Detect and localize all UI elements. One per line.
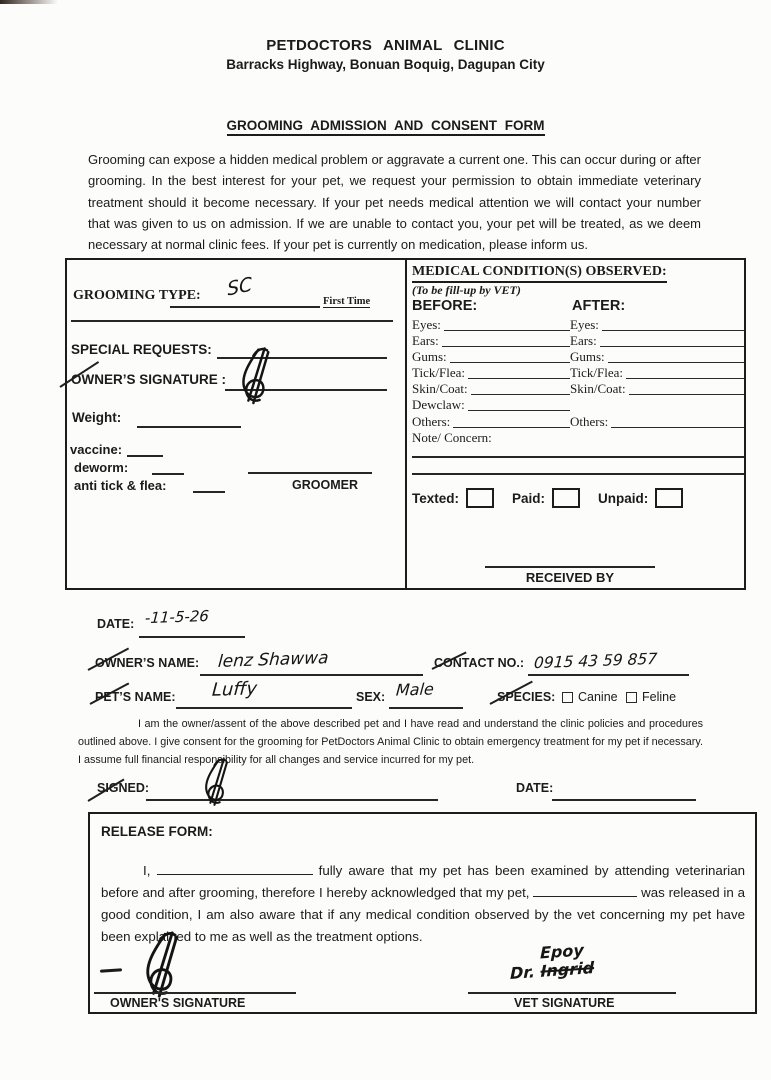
- after-label: AFTER:: [572, 298, 626, 314]
- grooming-full-line: [71, 320, 393, 322]
- scan-smudge: [0, 0, 58, 4]
- release-form-title: RELEASE FORM:: [101, 824, 213, 839]
- medical-row-gums: [412, 350, 744, 363]
- grooming-type-value: SC: [226, 273, 253, 301]
- note-line-2: [412, 473, 744, 475]
- clinic-address: Barracks Highway, Bonuan Boquig, Dagupan City: [226, 57, 545, 72]
- paid-label: Paid:: [512, 490, 546, 506]
- after-skincoat-label: Skin/Coat:: [570, 381, 626, 397]
- release-blank-pet: [533, 883, 637, 897]
- vet-handwriting-line1: Epoy: [539, 940, 584, 963]
- release-owner-signature-label: OWNER'S SIGNATURE: [110, 996, 246, 1010]
- medical-title: MEDICAL CONDITION(S) OBSERVED:: [412, 264, 667, 283]
- release-blank-owner: [157, 861, 313, 875]
- payment-row: [412, 488, 683, 508]
- admission-divider: [405, 260, 407, 588]
- contact-no-value: 0915 43 59 857: [533, 649, 658, 673]
- texted-checkbox: [466, 488, 494, 508]
- canine-label: Canine: [578, 690, 618, 704]
- pet-name-value: Luffy: [211, 678, 258, 701]
- after-gums-line: [608, 350, 744, 363]
- medical-row-others: [412, 415, 744, 428]
- medical-row-dewclaw: [412, 398, 744, 411]
- release-form-box: [88, 812, 757, 1014]
- release-para-mid: fully aware that my pet has been examined by attending veterinarian before and after grooming, therefore I hereby acknowledged that my pet,: [101, 863, 745, 900]
- others-after-line: [611, 415, 744, 428]
- before-tickflea-line: [468, 366, 570, 379]
- date-label: DATE:: [97, 617, 135, 631]
- received-by-line: [485, 566, 655, 568]
- date-line: [139, 636, 245, 638]
- others-before-label: Others:: [412, 413, 451, 429]
- vet-handwriting-name: Ingrid: [540, 958, 595, 981]
- medical-row-skincoat: [412, 382, 744, 395]
- first-time-label: First Time: [323, 296, 371, 307]
- sex-value: Male: [395, 679, 435, 700]
- medical-rows: [412, 318, 744, 447]
- weight-line: [137, 426, 241, 428]
- weight-label: Weight:: [72, 410, 122, 425]
- vet-handwriting-prefix: Dr.: [509, 962, 536, 983]
- pet-name-line: [176, 707, 352, 709]
- contact-no-label: CONTACT NO.:: [434, 656, 525, 670]
- vet-handwriting-line2: [510, 958, 594, 983]
- note-line-1: [412, 456, 744, 458]
- before-ears-line: [442, 334, 570, 347]
- after-eyes-line: [602, 318, 744, 331]
- species-canine-option: [562, 690, 618, 704]
- release-owner-signature-line: [94, 992, 296, 994]
- owner-signature-scribble: [231, 346, 277, 408]
- intro-paragraph: Grooming can expose a hidden medical problem or aggravate a current one. This can occur during or after grooming. In the best interest for your pet, we request your permission to obtain immediate veterinary treatment should it become necessary. If your pet needs medical attention we will contact your number that was given to us on admission. If we are unable to contact you, your pet will be treated, as we deem necessary at normal clinic fees. If your pet is currently on medication, please inform us.: [88, 152, 701, 253]
- before-eyes-line: [444, 318, 570, 331]
- medical-row-note: [412, 431, 744, 444]
- deworm-label: deworm:: [74, 460, 129, 475]
- dewclaw-label: Dewclaw:: [412, 397, 465, 413]
- signed-label: SIGNED:: [97, 781, 150, 795]
- pet-name-label: PET’S NAME:: [95, 690, 176, 704]
- form-title: GROOMING ADMISSION AND CONSENT FORM: [227, 118, 545, 136]
- release-para-lead: I,: [143, 863, 151, 878]
- pen-dash-mark: [100, 968, 122, 973]
- medical-subtitle: (To be fill-up by VET): [412, 283, 521, 297]
- anti-tick-flea-line: [193, 491, 225, 493]
- species-label: SPECIES:: [497, 690, 556, 704]
- groomer-label: GROOMER: [292, 478, 358, 492]
- special-requests-label: SPECIAL REQUESTS:: [71, 342, 212, 357]
- received-by-label: RECEIVED BY: [525, 570, 615, 585]
- before-eyes-label: Eyes:: [412, 317, 441, 332]
- signed-date-label: DATE:: [516, 781, 554, 795]
- after-gums-label: Gums:: [570, 349, 605, 365]
- admission-box: [65, 258, 746, 590]
- after-ears-line: [600, 334, 744, 347]
- release-para-tail: was released in a good condition, I am also aware that if any medical condition observed by the vet concerning my pet have been explained to me as well as the treatment options.: [101, 885, 745, 944]
- signed-date-line: [552, 799, 696, 801]
- sex-line: [389, 707, 463, 709]
- before-label: BEFORE:: [412, 298, 478, 314]
- grooming-type-label: GROOMING TYPE:: [73, 288, 201, 303]
- signed-line: [146, 799, 438, 801]
- others-after-label: Others:: [570, 413, 609, 429]
- medical-row-eyes: [412, 318, 744, 331]
- after-tickflea-label: Tick/Flea:: [570, 365, 623, 381]
- medical-row-ears: [412, 334, 744, 347]
- groomer-line: [248, 472, 372, 474]
- contact-no-line: [528, 674, 689, 676]
- unpaid-label: Unpaid:: [598, 490, 649, 506]
- release-vet-signature-label: VET SIGNATURE: [514, 996, 615, 1010]
- owner-name-label: OWNER’S NAME:: [95, 656, 200, 670]
- medical-row-tickflea: [412, 366, 744, 379]
- before-gums-line: [450, 350, 570, 363]
- signed-signature-scribble: [196, 757, 234, 809]
- consent-paragraph: I am the owner/assent of the above described pet and I have read and understand the clinic policies and procedures outlined above. I give consent for the grooming for PetDoctors Animal Clinic to obtain emergency treatment for my pet if necessary. I assume full financial responsibility for all changes and service incurred for my pet.: [78, 718, 703, 766]
- feline-label: Feline: [642, 690, 677, 704]
- grooming-type-line: [170, 306, 320, 308]
- after-eyes-label: Eyes:: [570, 317, 599, 332]
- before-ears-label: Ears:: [412, 333, 439, 349]
- after-ears-label: Ears:: [570, 333, 597, 349]
- note-concern-label: Note/ Concern:: [412, 429, 492, 445]
- date-value: -11-5-26: [144, 606, 210, 628]
- owner-name-line: [200, 674, 423, 676]
- release-vet-signature-line: [468, 992, 676, 994]
- vaccine-label: vaccine:: [70, 442, 123, 457]
- species-feline-option: [626, 690, 676, 704]
- after-tickflea-line: [626, 366, 744, 379]
- unpaid-checkbox: [655, 488, 683, 508]
- feline-checkbox: [626, 692, 637, 703]
- before-skincoat-label: Skin/Coat:: [412, 381, 468, 397]
- clinic-name: PETDOCTORS ANIMAL CLINIC: [266, 37, 505, 54]
- before-gums-label: Gums:: [412, 349, 447, 365]
- before-skincoat-line: [471, 382, 570, 395]
- others-before-line: [453, 415, 570, 428]
- canine-checkbox: [562, 692, 573, 703]
- before-tickflea-label: Tick/Flea:: [412, 365, 465, 381]
- texted-label: Texted:: [412, 490, 460, 506]
- form-title-wrap: [0, 117, 771, 135]
- after-skincoat-line: [629, 382, 744, 395]
- anti-tick-flea-label: anti tick & flea:: [74, 478, 167, 493]
- deworm-line: [152, 473, 184, 475]
- owner-name-value: lenz Shawwa: [217, 648, 330, 672]
- dewclaw-line: [468, 398, 570, 411]
- paid-checkbox: [552, 488, 580, 508]
- owner-signature-label: OWNER’S SIGNATURE :: [71, 372, 226, 387]
- vaccine-line: [127, 455, 163, 457]
- sex-label: SEX:: [356, 690, 386, 704]
- release-paragraph: [101, 860, 745, 948]
